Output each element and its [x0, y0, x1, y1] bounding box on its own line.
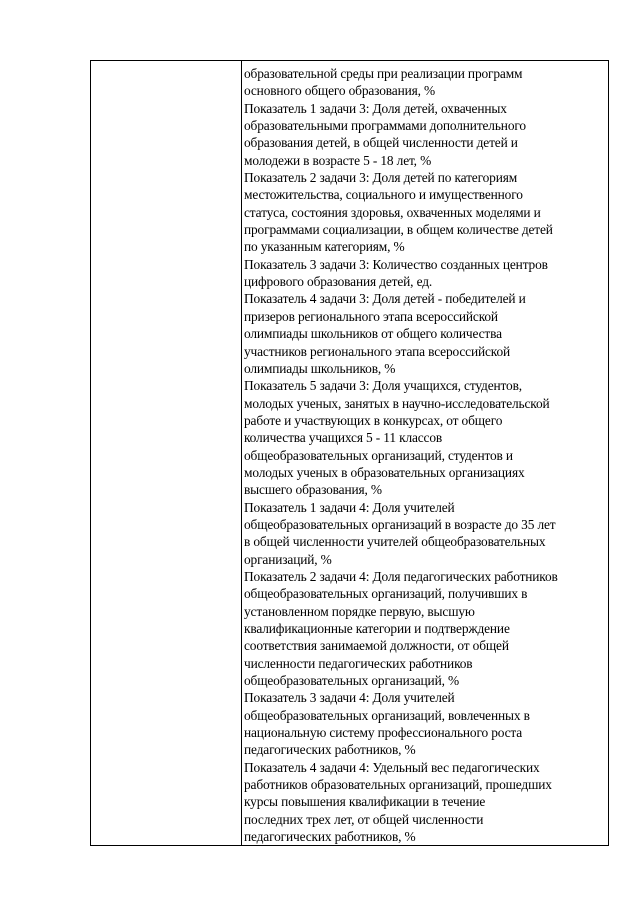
text-line: образования детей, в общей численности детей и	[244, 135, 518, 151]
text-line: участников регионального этапа всероссийской	[244, 343, 511, 359]
text-line: соответствия занимаемой должности, от общей	[244, 638, 509, 654]
indicators-table	[90, 60, 609, 846]
text-line: национальную систему профессионального роста	[244, 725, 523, 741]
text-line: высшего образования, %	[244, 482, 382, 498]
text-line: олимпиады школьников от общего количества	[244, 326, 502, 342]
text-line: образовательными программами дополнительного	[244, 118, 526, 134]
text-line: олимпиады школьников, %	[244, 360, 396, 376]
text-line: установленном порядке первую, высшую	[244, 603, 475, 619]
text-line: общеобразовательных организаций, %	[244, 673, 459, 689]
text-line: статуса, состояния здоровья, охваченных моделями и	[244, 204, 541, 220]
text-line: местожительства, социального и имущественного	[244, 187, 523, 203]
text-line: общеобразовательных организаций, студентов и	[244, 447, 513, 463]
indicators-text	[242, 61, 608, 845]
text-line: основного общего образования, %	[244, 83, 436, 99]
table-row	[91, 61, 609, 846]
text-line: педагогических работников, %	[244, 742, 416, 758]
text-line: квалификационные категории и подтверждение	[244, 621, 510, 636]
text-line: Показатель 1 задачи 3: Доля детей, охваченных	[244, 100, 507, 116]
text-line: общеобразовательных организаций, вовлеченных в	[244, 707, 530, 723]
text-line: Показатель 2 задачи 4: Доля педагогических работников	[244, 568, 558, 584]
text-line: общеобразовательных организаций, получивших в	[244, 586, 528, 602]
text-line: курсы повышения квалификации в течение	[244, 794, 486, 810]
text-line: последних трех лет, от общей численности	[244, 811, 484, 827]
text-line: Показатель 3 задачи 3: Количество созданных центров	[244, 256, 548, 272]
text-line: в общей численности учителей общеобразовательных	[244, 534, 546, 550]
text-line: программами социализации, в общем количестве детей	[244, 222, 553, 238]
text-line: организаций, %	[244, 551, 332, 567]
text-line: работников образовательных организаций, прошедших	[244, 777, 552, 793]
text-line: молодых ученых в образовательных организациях	[244, 464, 525, 480]
text-line: Показатель 2 задачи 3: Доля детей по категориям	[244, 170, 518, 186]
text-line: Показатель 5 задачи 3: Доля учащихся, студентов,	[244, 378, 522, 394]
text-line: призеров регионального этапа всероссийской	[244, 308, 498, 324]
text-line: Показатель 4 задачи 4: Удельный вес педагогических	[244, 759, 540, 775]
text-line: молодых ученых, занятых в научно-исследовательской	[244, 395, 550, 411]
text-line: цифрового образования детей, ед.	[244, 274, 433, 290]
text-line: Показатель 1 задачи 4: Доля учителей	[244, 499, 455, 515]
text-line: образовательной среды при реализации программ	[244, 66, 523, 81]
text-line: общеобразовательных организаций в возрасте до 35 лет	[244, 516, 556, 532]
text-line: количества учащихся 5 - 11 классов	[244, 430, 443, 446]
table-cell-right	[242, 61, 609, 846]
table-cell-left	[91, 61, 242, 846]
text-line: молодежи в возрасте 5 - 18 лет, %	[244, 152, 432, 168]
text-line: Показатель 3 задачи 4: Доля учителей	[244, 690, 455, 706]
text-line: педагогических работников, %	[244, 829, 416, 845]
text-line: работе и участвующих в конкурсах, от общего	[244, 412, 503, 428]
text-line: численности педагогических работников	[244, 655, 473, 671]
text-line: Показатель 4 задачи 3: Доля детей - победителей и	[244, 291, 526, 307]
text-line: по указанным категориям, %	[244, 239, 405, 255]
